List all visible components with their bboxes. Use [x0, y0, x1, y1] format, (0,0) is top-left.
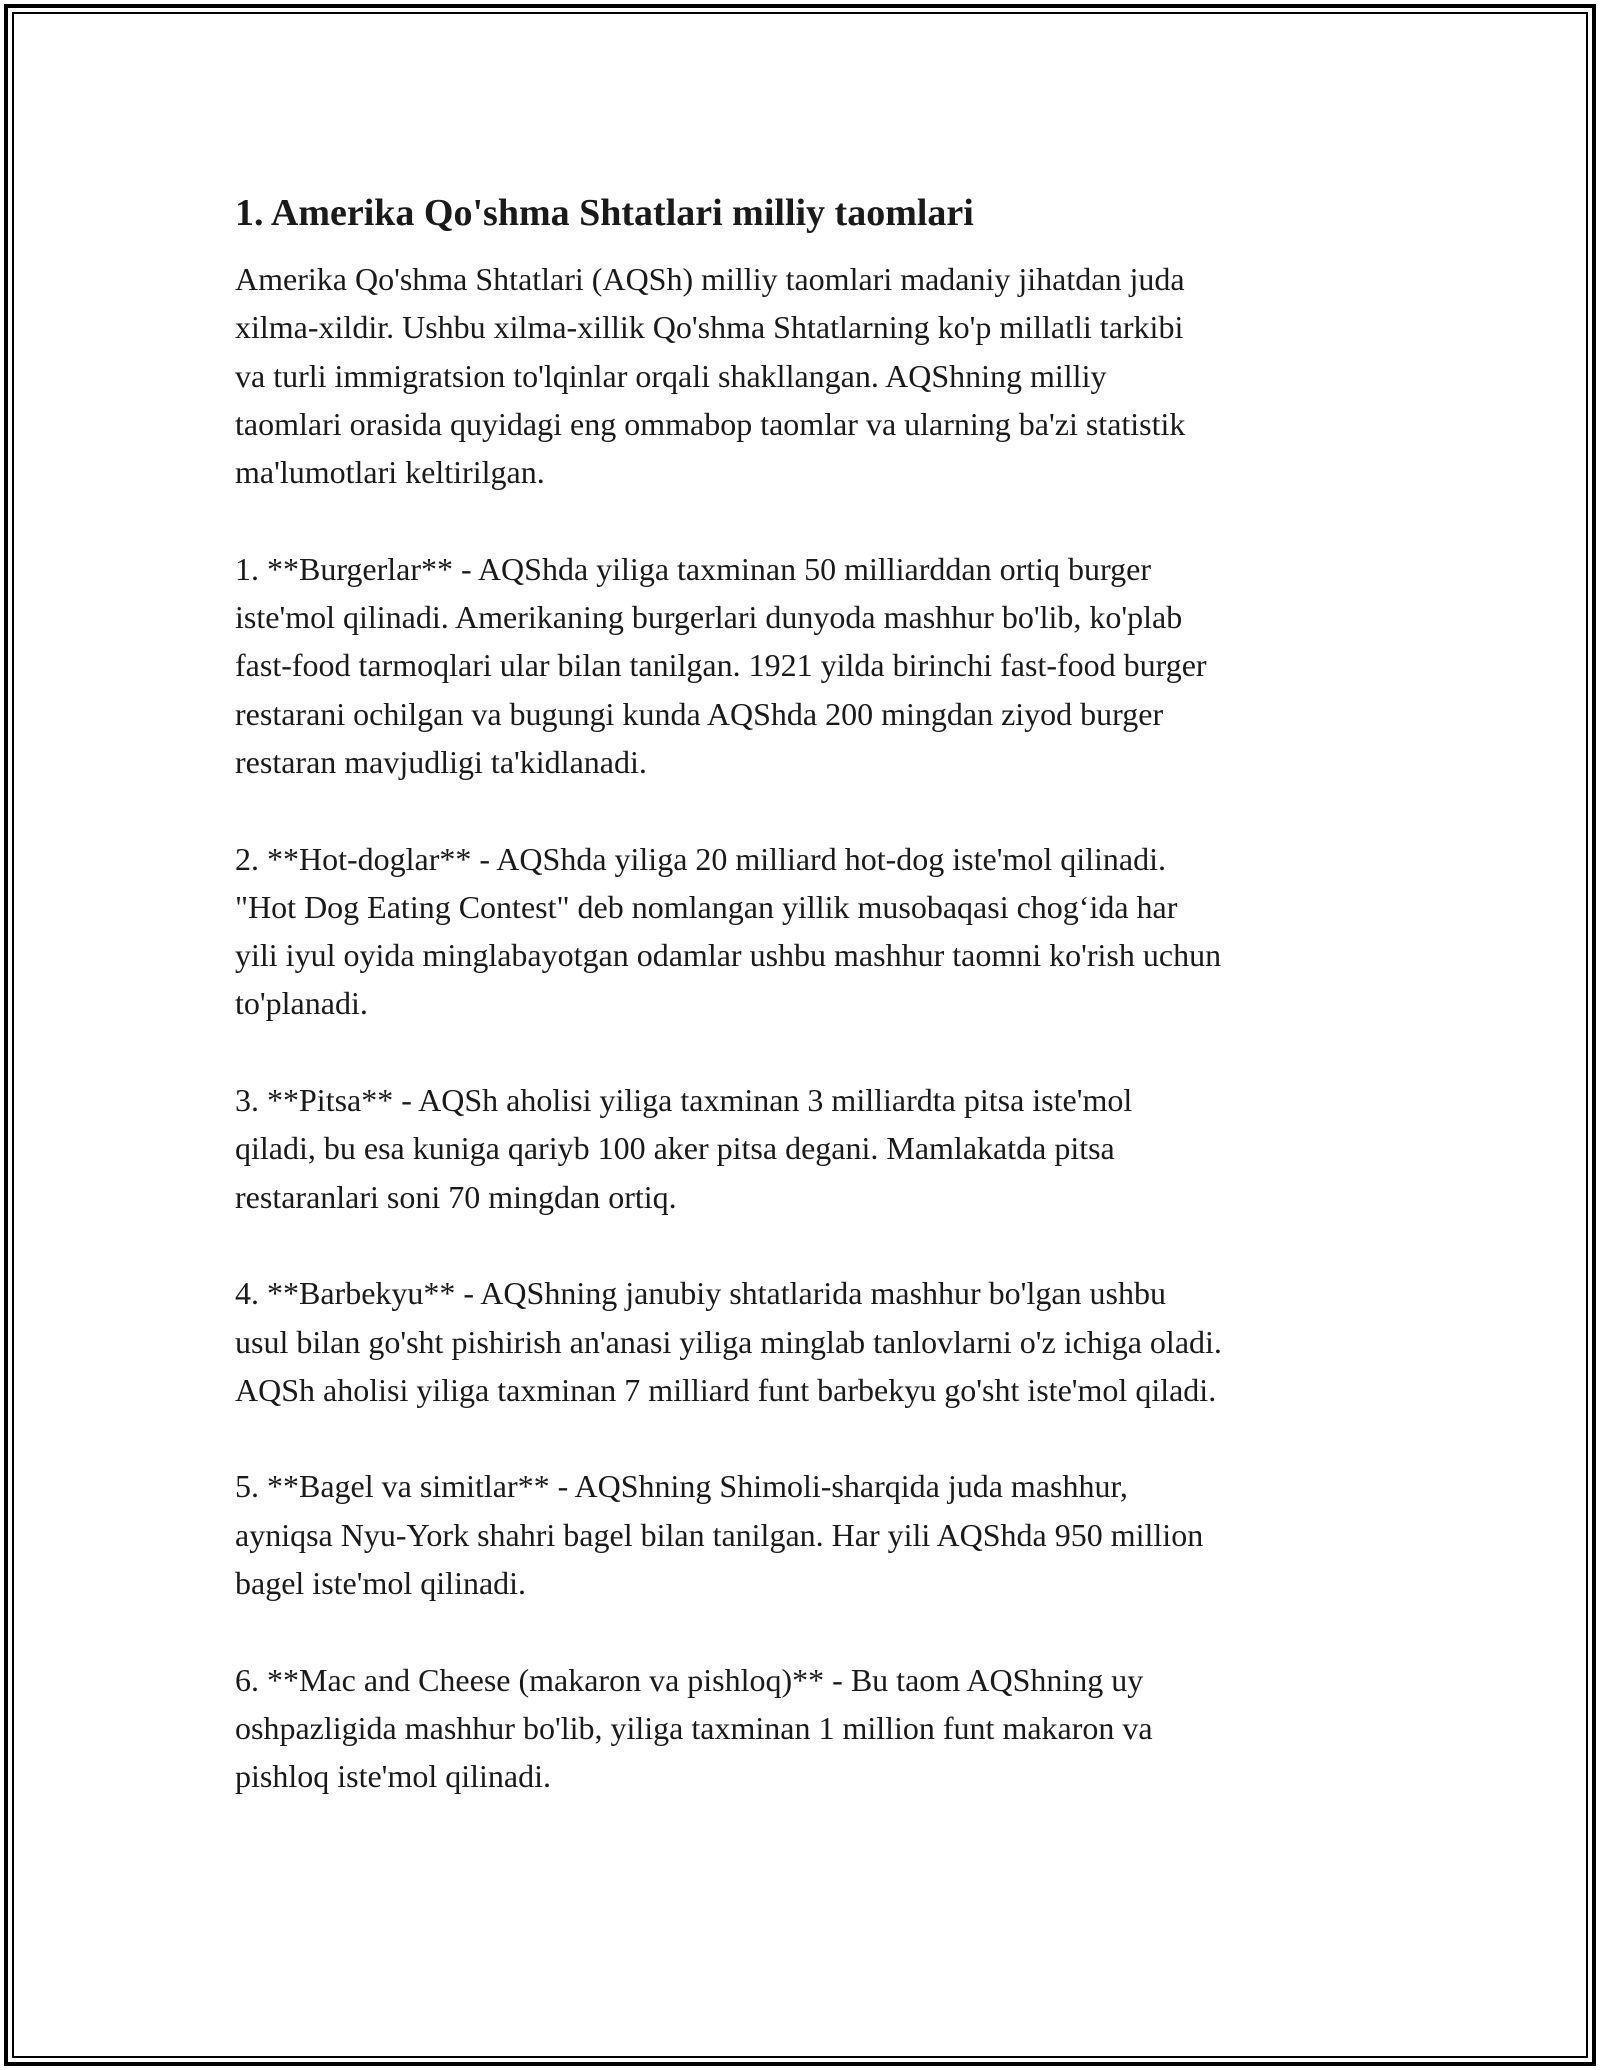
text-line: restaranlari soni 70 mingdan ortiq.: [235, 1178, 677, 1215]
text-line: 1. **Burgerlar** - AQShda yiliga taxminan 50 milliarddan ortiq burger: [235, 550, 1151, 587]
text-line: 4. **Barbekyu** - AQShning janubiy shtatlarida mashhur bo'lgan ushbu: [235, 1275, 1166, 1312]
document-body: [235, 187, 1380, 1849]
text-line: Amerika Qo'shma Shtatlari (AQSh) milliy taomlari madaniy jihatdan juda: [235, 261, 1185, 297]
text-line: fast-food tarmoqlari ular bilan tanilgan. 1921 yilda birinchi fast-food burger: [235, 647, 1207, 684]
text-line: yili iyul oyida minglabayotgan odamlar ushbu mashhur taomni ko'rish uchun: [235, 937, 1222, 974]
text-line: taomlari orasida quyidagi eng ommabop taomlar va ularning ba'zi statistik: [235, 405, 1186, 442]
text-line: ayniqsa Nyu-York shahri bagel bilan tanilgan. Har yili AQShda 950 million: [235, 1516, 1204, 1553]
text-line: 6. **Mac and Cheese (makaron va pishloq)** - Bu taom AQShning uy: [235, 1661, 1144, 1698]
text-line: 2. **Hot-doglar** - AQShda yiliga 20 milliard hot-dog iste'mol qilinadi.: [235, 840, 1166, 877]
text-line: 5. **Bagel va simitlar** - AQShning Shimoli-sharqida juda mashhur,: [235, 1468, 1128, 1505]
text-line: "Hot Dog Eating Contest" deb nomlangan yillik musobaqasi chog‘ida har: [235, 888, 1178, 925]
intro-paragraph: [235, 255, 1380, 496]
item-hot-doglar-paragraph: [235, 835, 1380, 1028]
text-line: usul bilan go'sht pishirish an'anasi yiliga minglab tanlovlarni o'z ichiga oladi.: [235, 1323, 1222, 1360]
text-line: oshpazligida mashhur bo'lib, yiliga taxminan 1 million funt makaron va: [235, 1709, 1153, 1746]
text-line: restarani ochilgan va bugungi kunda AQShda 200 mingdan ziyod burger: [235, 695, 1164, 732]
item-bagel-paragraph: [235, 1462, 1380, 1607]
text-line: qiladi, bu esa kuniga qariyb 100 aker pitsa degani. Mamlakatda pitsa: [235, 1130, 1115, 1167]
text-line: ma'lumotlari keltirilgan.: [235, 454, 545, 491]
text-line: 3. **Pitsa** - AQSh aholisi yiliga taxminan 3 milliardta pitsa iste'mol: [235, 1082, 1133, 1119]
item-barbekyu-paragraph: [235, 1269, 1380, 1414]
item-burgerlar-paragraph: [235, 545, 1380, 786]
text-line: pishloq iste'mol qilinadi.: [235, 1758, 551, 1795]
text-line: to'planadi.: [235, 985, 368, 1022]
item-pitsa-paragraph: [235, 1076, 1380, 1221]
text-line: AQSh aholisi yiliga taxminan 7 milliard funt barbekyu go'sht iste'mol qiladi.: [235, 1371, 1217, 1408]
text-line: bagel iste'mol qilinadi.: [235, 1565, 527, 1602]
item-mac-and-cheese-paragraph: [235, 1656, 1380, 1801]
text-line: iste'mol qilinadi. Amerikaning burgerlari dunyoda mashhur bo'lib, ko'plab: [235, 599, 1183, 636]
text-line: restaran mavjudligi ta'kidlanadi.: [235, 743, 647, 780]
text-line: xilma-xildir. Ushbu xilma-xillik Qo'shma Shtatlarning ko'p millatli tarkibi: [235, 309, 1184, 346]
text-line: va turli immigratsion to'lqinlar orqali shakllangan. AQShning milliy: [235, 357, 1107, 394]
page-title: 1. Amerika Qo'shma Shtatlari milliy taomlari: [235, 192, 974, 234]
